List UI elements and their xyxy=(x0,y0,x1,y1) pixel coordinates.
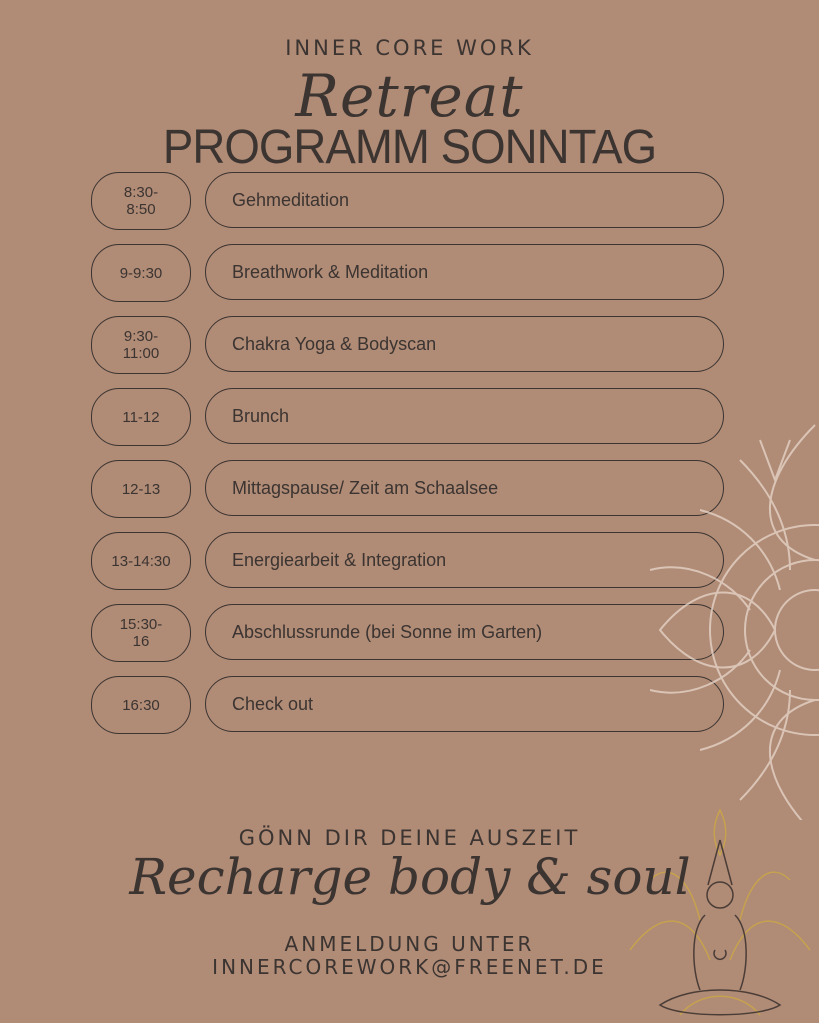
schedule-row xyxy=(91,388,731,460)
script-tagline: Recharge body & soul xyxy=(129,848,691,906)
activity-label: Energiearbeit & Integration xyxy=(205,532,724,588)
time-slot: 13-14:30 xyxy=(91,532,191,590)
activity-label: Brunch xyxy=(205,388,724,444)
mandala-icon xyxy=(640,420,819,820)
activity-label: Mittagspause/ Zeit am Schaalsee xyxy=(205,460,724,516)
activity-label: Gehmeditation xyxy=(205,172,724,228)
time-slot: 9-9:30 xyxy=(91,244,191,302)
activity-label: Abschlussrunde (bei Sonne im Garten) xyxy=(205,604,724,660)
activity-label: Chakra Yoga & Bodyscan xyxy=(205,316,724,372)
time-slot: 9:30- 11:00 xyxy=(91,316,191,374)
time-slot: 16:30 xyxy=(91,676,191,734)
schedule-row xyxy=(91,460,731,532)
page-title: PROGRAMM SONNTAG xyxy=(162,121,657,174)
schedule-row xyxy=(91,244,731,316)
schedule-list xyxy=(91,172,731,748)
time-slot: 15:30- 16 xyxy=(91,604,191,662)
time-slot: 8:30- 8:50 xyxy=(91,172,191,230)
activity-label: Breathwork & Meditation xyxy=(205,244,724,300)
time-slot: 11-12 xyxy=(91,388,191,446)
schedule-row xyxy=(91,316,731,388)
schedule-row xyxy=(91,532,731,604)
schedule-row xyxy=(91,172,731,244)
registration-email: INNERCOREWORK@FREENET.DE xyxy=(212,955,607,979)
schedule-row xyxy=(91,676,731,748)
schedule-row xyxy=(91,604,731,676)
brand-name: INNER CORE WORK xyxy=(285,36,534,60)
registration-label: ANMELDUNG UNTER xyxy=(284,932,535,956)
tagline: GÖNN DIR DEINE AUSZEIT xyxy=(238,826,581,850)
script-title: Retreat xyxy=(295,62,524,130)
activity-label: Check out xyxy=(205,676,724,732)
time-slot: 12-13 xyxy=(91,460,191,518)
